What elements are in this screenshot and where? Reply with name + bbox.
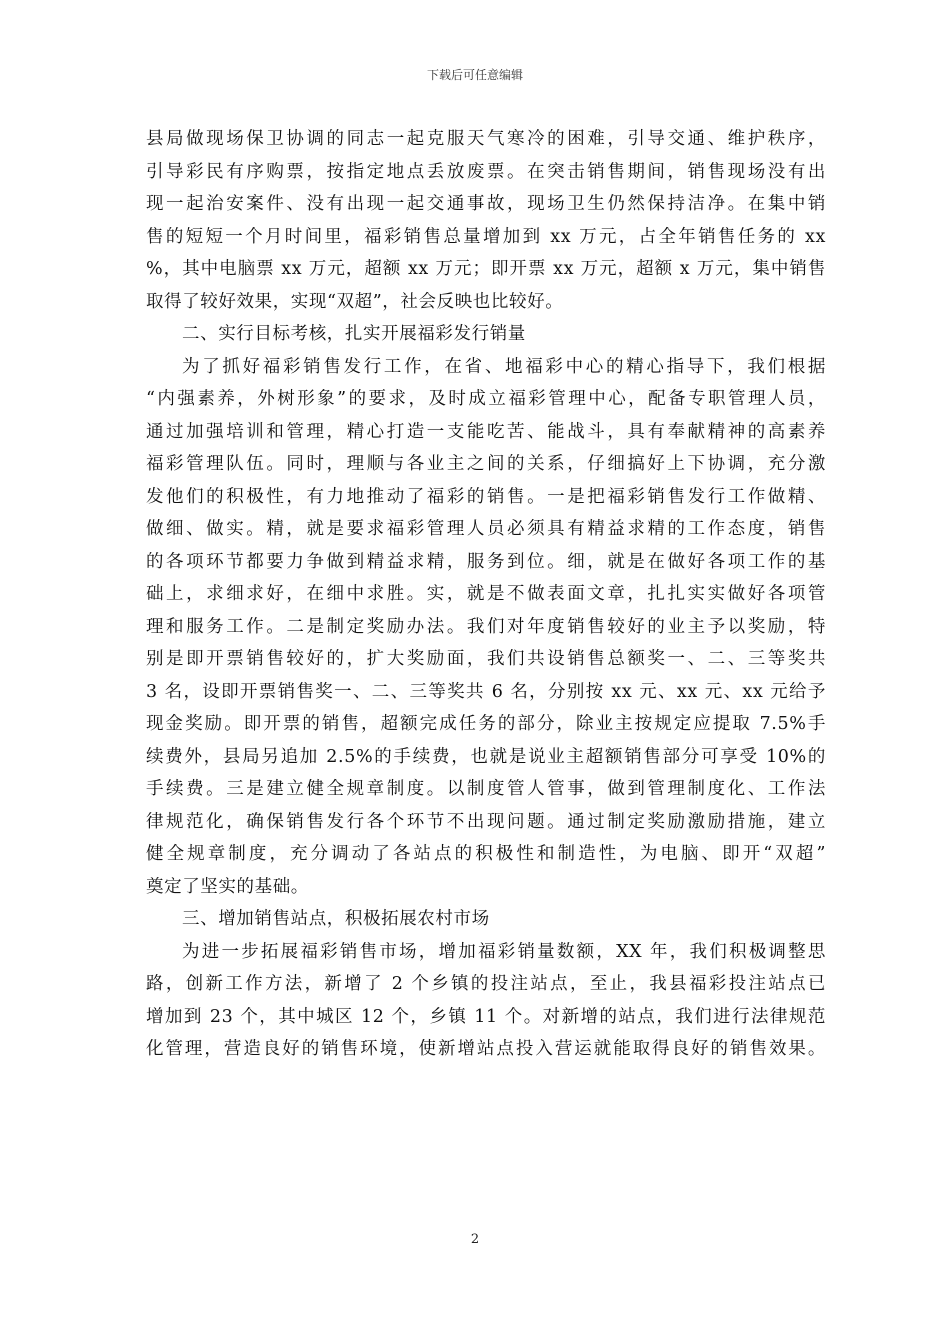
text-line: 增加到 23 个，其中城区 12 个，乡镇 11 个。对新增的站点，我们进行法律规范 <box>146 1006 826 1027</box>
text-line: 律规范化，确保销售发行各个环节不出现问题。通过制定奖励激励措施，建立 <box>146 811 826 832</box>
text-line: 奠定了坚实的基础。 <box>146 876 309 897</box>
text-line: 3 名，设即开票销售奖一、二、三等奖共 6 名，分别按 xx 元、xx 元、xx 元给予 <box>146 681 826 702</box>
text-line: 健全规章制度，充分调动了各站点的积极性和制造性，为电脑、即开“双超” <box>146 844 826 864</box>
text-line: 为进一步拓展福彩销售市场，增加福彩销量数额，XX 年，我们积极调整思 <box>182 941 826 962</box>
text-line: 续费外，县局另追加 2.5%的手续费，也就是说业主超额销售部分可享受 10%的 <box>146 746 826 767</box>
text-line: 为了抓好福彩销售发行工作，在省、地福彩中心的精心指导下，我们根据 <box>182 356 826 377</box>
text-line: 引导彩民有序购票，按指定地点丢放废票。在突击销售期间，销售现场没有出 <box>146 161 826 182</box>
text-line: 福彩管理队伍。同时，理顺与各业主之间的关系，仔细搞好上下协调，充分激 <box>146 454 826 474</box>
text-line: 通过加强培训和管理，精心打造一支能吃苦、能战斗，具有奉献精神的高素养 <box>146 421 826 442</box>
text-line: 取得了较好效果，实现“双超”，社会反映也比较好。 <box>146 291 564 312</box>
text-line: 路，创新工作方法，新增了 2 个乡镇的投注站点，至止，我县福彩投注站点已 <box>146 974 826 994</box>
text-line: 手续费。三是建立健全规章制度。以制度管人管事，做到管理制度化、工作法 <box>146 779 826 799</box>
text-line: “内强素养，外树形象”的要求，及时成立福彩管理中心，配备专职管理人员， <box>146 389 826 409</box>
text-line: 做细、做实。精，就是要求福彩管理人员必须具有精益求精的工作态度，销售 <box>146 519 826 539</box>
text-line: 发他们的积极性，有力地推动了福彩的销售。一是把福彩销售发行工作做精、 <box>146 486 826 507</box>
text-line: 现金奖励。即开票的销售，超额完成任务的部分，除业主按规定应提取 7.5%手 <box>146 714 826 734</box>
text-line: 础上，求细求好，在细中求胜。实，就是不做表面文章，扎扎实实做好各项管 <box>146 584 826 604</box>
text-line: 化管理，营造良好的销售环境，使新增站点投入营运就能取得良好的销售效果。 <box>146 1039 826 1059</box>
page-number: 2 <box>470 1232 480 1247</box>
text-line: 售的短短一个月时间里，福彩销售总量增加到 xx 万元，占全年销售任务的 xx <box>146 226 826 247</box>
page-header: 下载后可任意编辑 <box>426 68 523 82</box>
text-line: 现一起治安案件、没有出现一起交通事故，现场卫生仍然保持洁净。在集中销 <box>146 194 826 214</box>
document-body <box>146 123 826 1066</box>
section-heading: 三、增加销售站点，积极拓展农村市场 <box>182 909 490 929</box>
text-line: 理和服务工作。二是制定奖励办法。我们对年度销售较好的业主予以奖励，特 <box>146 616 826 637</box>
text-line: 别是即开票销售较好的，扩大奖励面，我们共设销售总额奖一、二、三等奖共 <box>146 649 826 669</box>
section-heading: 二、实行目标考核，扎实开展福彩发行销量 <box>182 324 526 344</box>
text-line: 的各项环节都要力争做到精益求精，服务到位。细，就是在做好各项工作的基 <box>146 551 826 572</box>
text-line: %，其中电脑票 xx 万元，超额 xx 万元；即开票 xx 万元，超额 x 万元，集中销售 <box>146 259 826 279</box>
text-line: 县局做现场保卫协调的同志一起克服天气寒冷的困难，引导交通、维护秩序， <box>146 129 826 149</box>
